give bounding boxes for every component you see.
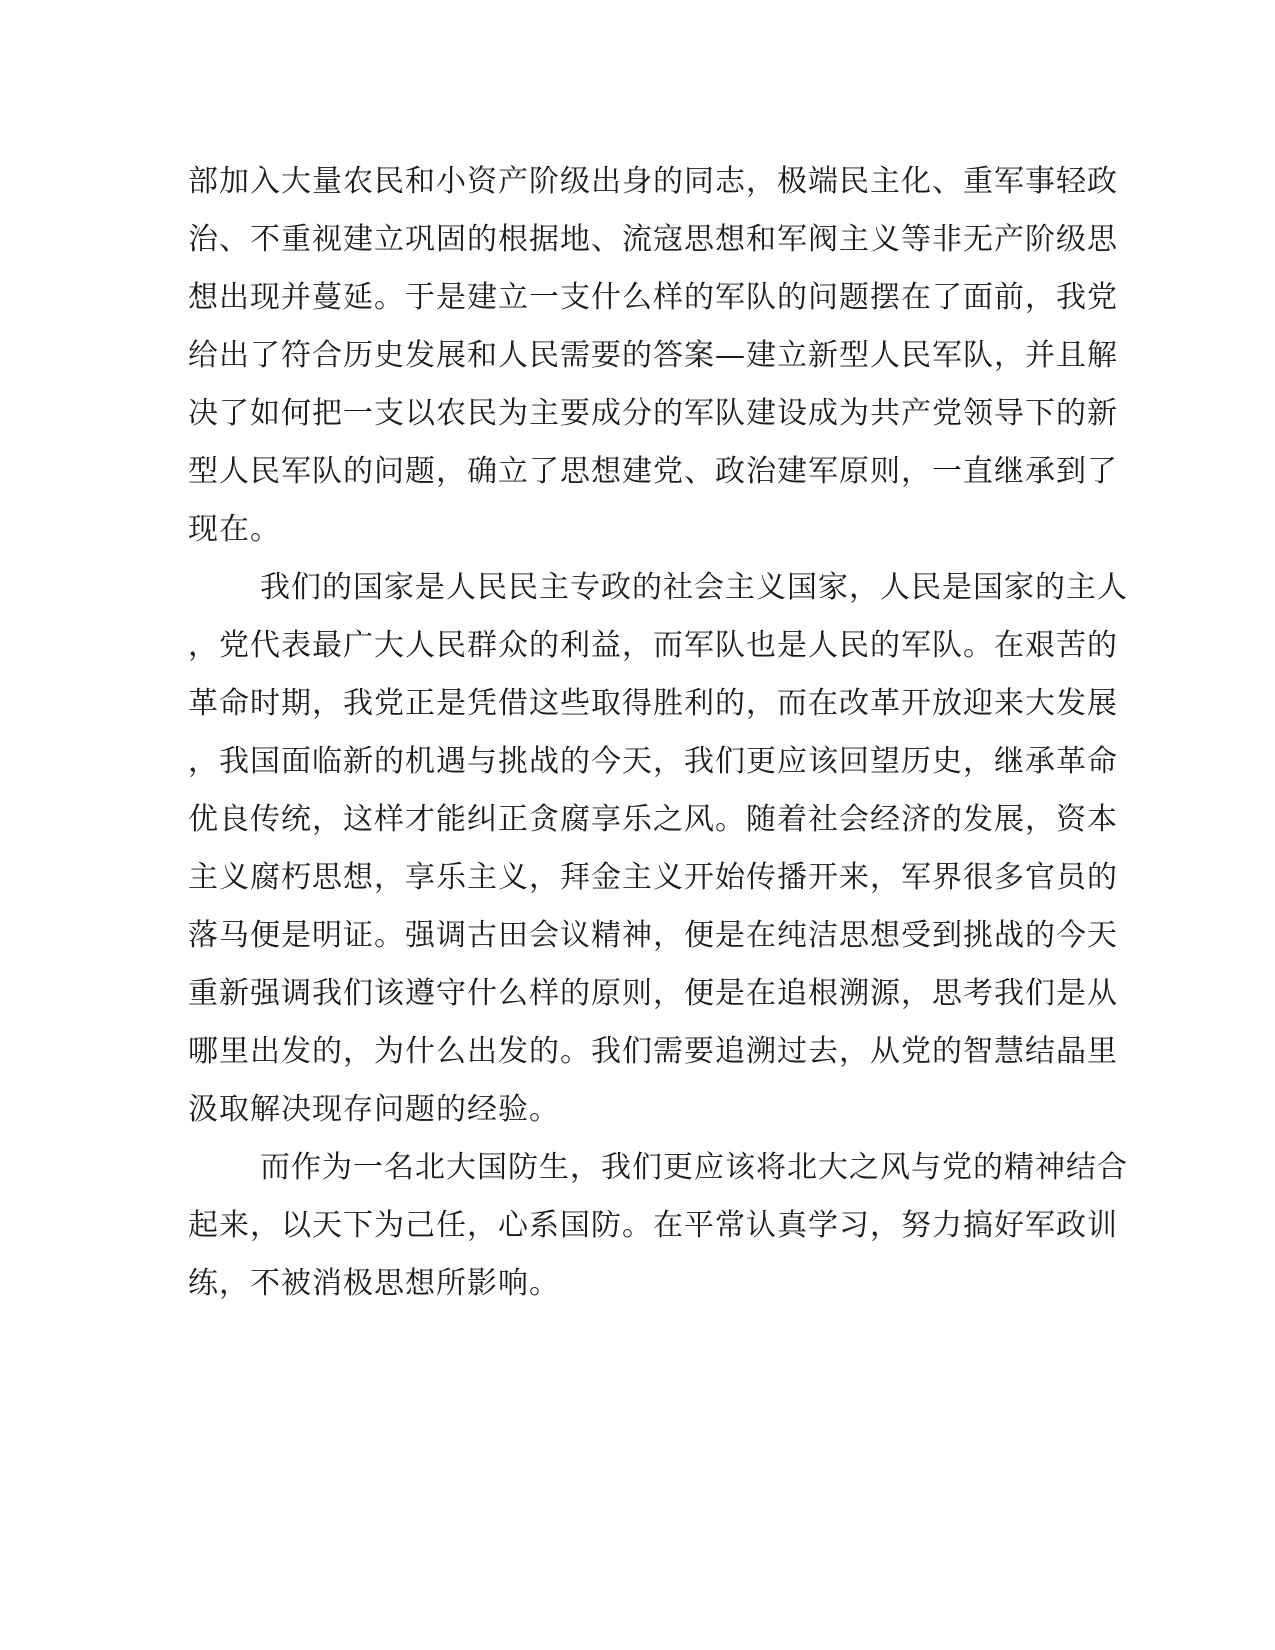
paragraph-first-line: 我们的国家是人民民主专政的社会主义国家，人民是国家的主人 <box>260 570 1128 605</box>
text-line: 治、不重视建立巩固的根据地、流寇思想和军阀主义等非无产阶级思 <box>188 222 1118 257</box>
text-line: 型人民军队的问题，确立了思想建党、政治建军原则，一直继承到了 <box>188 454 1118 489</box>
text-line: 优良传统，这样才能纠正贪腐享乐之风。随着社会经济的发展，资本 <box>188 802 1118 837</box>
text-line: 汲取解决现存问题的经验。 <box>188 1092 560 1127</box>
text-line: ，党代表最广大人民群众的利益，而军队也是人民的军队。在艰苦的 <box>188 628 1118 663</box>
text-line: 练，不被消极思想所影响。 <box>188 1266 560 1301</box>
text-line: 现在。 <box>188 512 281 547</box>
text-line: 决了如何把一支以农民为主要成分的军队建设成为共产党领导下的新 <box>188 396 1118 431</box>
text-line: 重新强调我们该遵守什么样的原则，便是在追根溯源，思考我们是从 <box>188 976 1118 1011</box>
text-line: 主义腐朽思想，享乐主义，拜金主义开始传播开来，军界很多官员的 <box>188 860 1118 895</box>
text-line: 部加入大量农民和小资产阶级出身的同志，极端民主化、重军事轻政 <box>188 164 1118 199</box>
text-line: 革命时期，我党正是凭借这些取得胜利的，而在改革开放迎来大发展 <box>188 686 1118 721</box>
text-line: ，我国面临新的机遇与挑战的今天，我们更应该回望历史，继承革命 <box>188 744 1118 779</box>
paragraph-first-line: 而作为一名北大国防生，我们更应该将北大之风与党的精神结合 <box>260 1150 1128 1185</box>
text-line: 想出现并蔓延。于是建立一支什么样的军队的问题摆在了面前，我党 <box>188 280 1118 315</box>
text-line: 哪里出发的，为什么出发的。我们需要追溯过去，从党的智慧结晶里 <box>188 1034 1118 1069</box>
text-line: 给出了符合历史发展和人民需要的答案—建立新型人民军队，并且解 <box>188 338 1118 373</box>
text-line: 落马便是明证。强调古田会议精神，便是在纯洁思想受到挑战的今天 <box>188 918 1118 953</box>
text-line: 起来，以天下为己任，心系国防。在平常认真学习，努力搞好军政训 <box>188 1208 1118 1243</box>
